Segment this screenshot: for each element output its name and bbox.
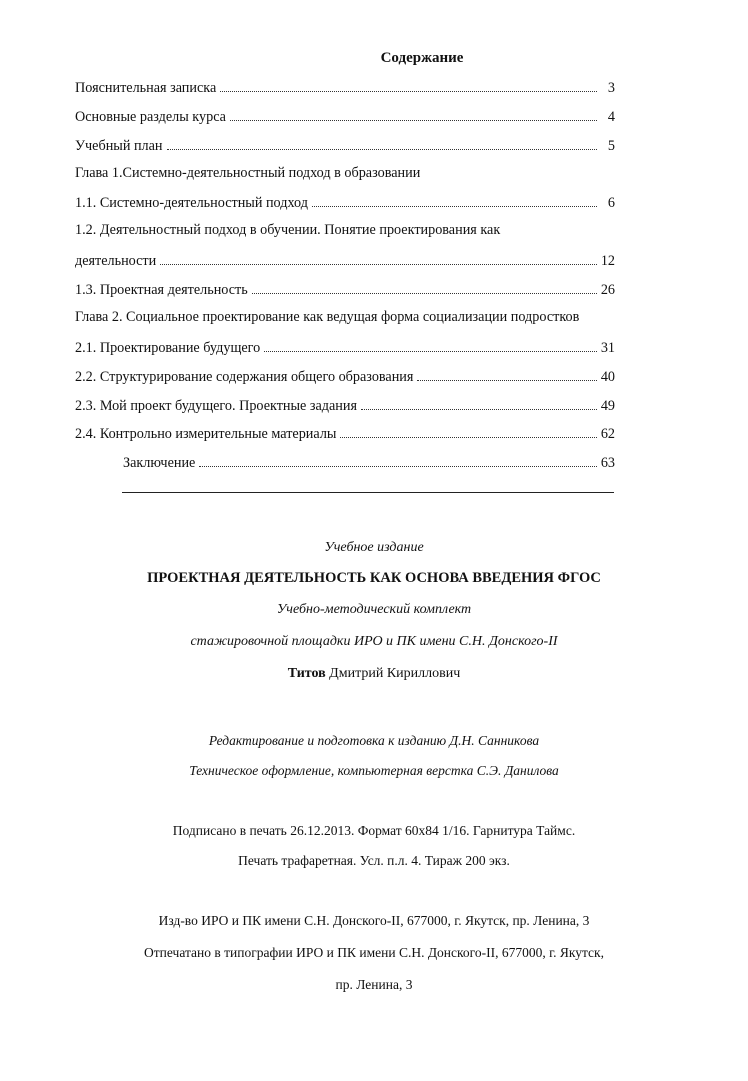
toc-entry (75, 309, 615, 338)
toc-entry-page: 4 (607, 108, 615, 125)
toc-entry-page: 62 (600, 426, 615, 443)
toc-entry (75, 222, 615, 251)
toc-entry-label: 2.2. Структурирование содержания общего образования (75, 368, 414, 385)
toc-entry-label: Учебный план (75, 137, 163, 154)
printed-at-line: Отпечатано в типографии ИРО и ПК имени С.Н. Донского-II, 677000, г. Якутск, (144, 945, 604, 960)
toc-entry-page: 40 (600, 368, 615, 385)
toc-entry (75, 367, 615, 396)
toc-dot-leader (160, 251, 597, 265)
toc-entry-label: 2.3. Мой проект будущего. Проектные задания (75, 397, 357, 414)
toc-dot-leader (199, 454, 596, 468)
toc-dot-leader (340, 425, 596, 439)
toc-entry-label: Основные разделы курса (75, 108, 226, 125)
toc-dot-leader (230, 107, 597, 121)
toc-dot-leader (312, 194, 597, 208)
toc-entry-label: 2.1. Проектирование будущего (75, 339, 261, 356)
table-of-contents (75, 78, 615, 482)
toc-dot-leader (252, 280, 597, 294)
toc-entry-page: 26 (600, 282, 615, 298)
toc-entry-label: деятельности (75, 253, 157, 270)
edition-type: Учебное издание (324, 540, 424, 555)
toc-entry-page: 63 (600, 455, 615, 472)
contents-title: Содержание (380, 50, 464, 66)
book-title: ПРОЕКТНАЯ ДЕЯТЕЛЬНОСТЬ КАК ОСНОВА ВВЕДЕНИЯ ФГОС (147, 570, 601, 586)
toc-entry-label: Глава 1.Системно-деятельностный подход в образовании (75, 164, 421, 181)
toc-entry (75, 280, 615, 309)
subtitle-line-2: стажировочной площадки ИРО и ПК имени С.Н. Донского-II (190, 634, 558, 649)
layout-credit: Техническое оформление, компьютерная верстка С.Э. Данилова (189, 763, 559, 778)
toc-entry-label: 1.1. Системно-деятельностный подход (75, 195, 308, 212)
publisher-line: Изд-во ИРО и ПК имени С.Н. Донского-II, 677000, г. Якутск, пр. Ленина, 3 (158, 913, 590, 928)
print-details-1: Подписано в печать 26.12.2013. Формат 60х84 1/16. Гарнитура Таймс. (172, 823, 576, 838)
toc-entry-page: 31 (600, 339, 615, 356)
toc-entry (75, 165, 615, 194)
subtitle-line-1: Учебно-методический комплект (276, 602, 472, 617)
toc-entry-label: 1.3. Проектная деятельность (75, 282, 248, 298)
toc-entry-label: 2.4. Контрольно измерительные материалы (75, 426, 337, 443)
divider-line (122, 492, 614, 493)
author-surname: Титов (287, 666, 326, 681)
editing-credit: Редактирование и подготовка к изданию Д.Н. Санникова (208, 733, 540, 748)
toc-entry-label: Пояснительная записка (75, 79, 217, 96)
toc-dot-leader (361, 396, 597, 410)
toc-entry (75, 251, 615, 280)
toc-entry (75, 194, 615, 223)
toc-dot-leader (167, 136, 597, 150)
toc-entry (75, 338, 615, 367)
toc-entry (75, 107, 615, 136)
toc-entry (75, 136, 615, 165)
toc-entry-page: 12 (600, 253, 615, 270)
toc-dot-leader (220, 78, 597, 92)
toc-entry-label: Глава 2. Социальное проектирование как ведущая форма социализации подростков (75, 309, 580, 326)
printed-at-line-2: пр. Ленина, 3 (335, 977, 413, 992)
toc-entry-label: Заключение (123, 455, 196, 472)
author-given-names: Дмитрий Кириллович (325, 666, 461, 681)
toc-dot-leader (417, 367, 596, 381)
toc-entry-page: 5 (607, 137, 615, 154)
toc-entry (75, 425, 615, 454)
toc-entry-page: 49 (600, 397, 615, 414)
toc-entry-page: 6 (607, 195, 615, 212)
toc-entry-label: 1.2. Деятельностный подход в обучении. Понятие проектирования как (75, 222, 501, 239)
toc-entry (75, 78, 615, 107)
toc-entry (75, 396, 615, 425)
toc-entry (75, 454, 615, 483)
toc-dot-leader (264, 338, 597, 352)
print-details-2: Печать трафаретная. Усл. п.л. 4. Тираж 200 экз. (238, 853, 510, 868)
toc-entry-page: 3 (607, 79, 615, 96)
author (0, 666, 748, 682)
